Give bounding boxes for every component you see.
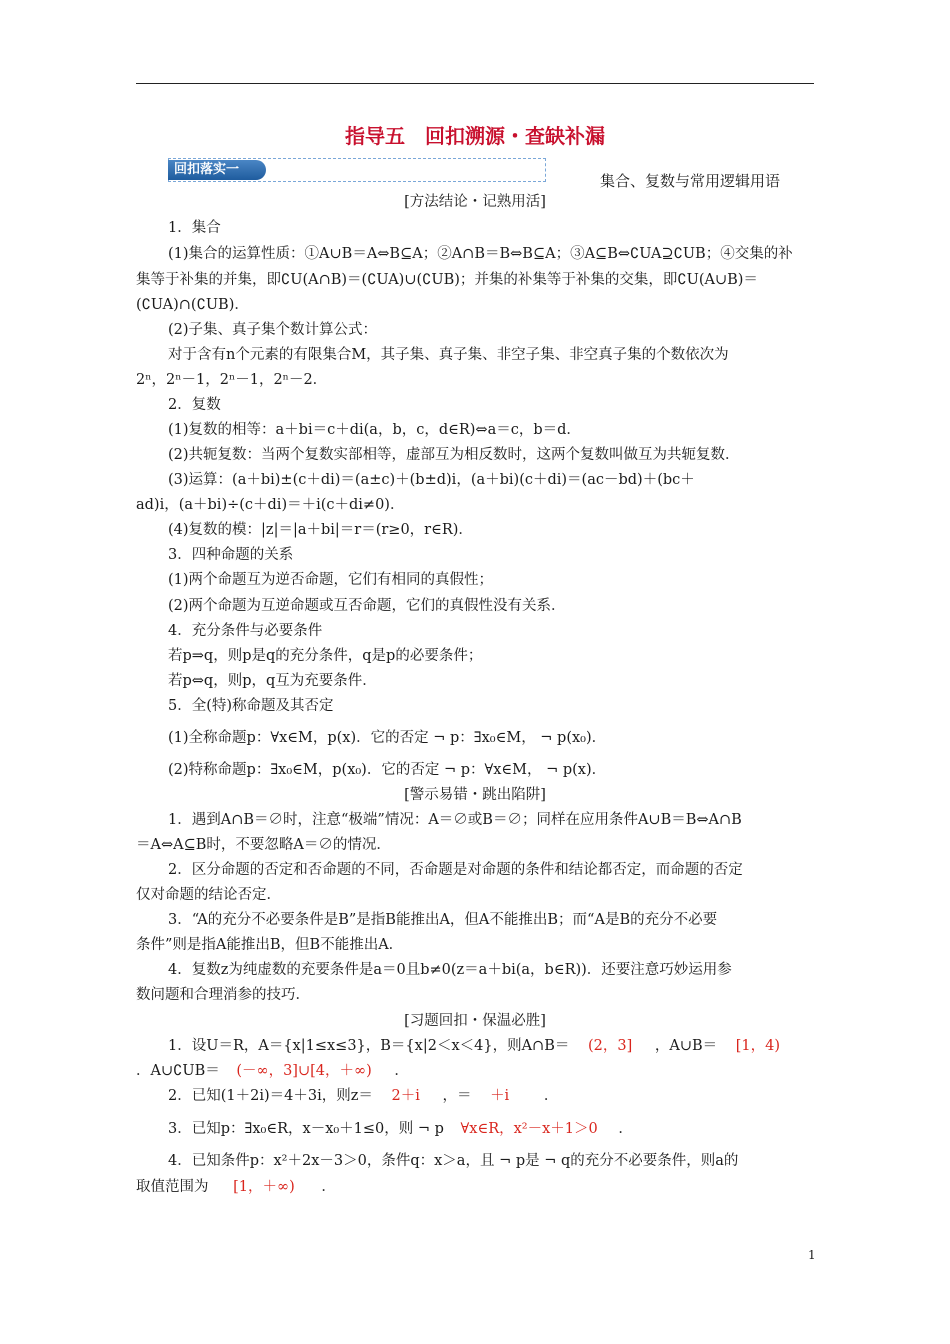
text-line: ＝A⇔A⊆B时，不要忽略A＝∅的情况． [136,837,391,853]
period: ． [543,1088,559,1104]
text-line: (1)全称命题p：∀x∈M，p(x)．它的否定 ¬ p：∃x₀∈M， ¬ p(x₀)． [168,730,607,746]
text-line: 2ⁿ，2ⁿ－1，2ⁿ－1，2ⁿ－2． [136,372,328,388]
subheading-methods: [方法结论・记熟用活] [404,194,546,210]
top-rule [136,83,814,84]
text-line: 4．复数z为纯虚数的充要条件是a＝0且b≠0(z＝a＋bi(a，b∈R))．还要注意巧妙运用参 [168,962,732,978]
exercise-text: 1．设U＝R，A＝{x|1≤x≤3}，B＝{x|2＜x＜4}，则A∩B＝ [168,1038,570,1054]
subheading-exercises: [习题回扣・保温必胜] [404,1013,546,1029]
text-line: 对于含有n个元素的有限集合M，其子集、真子集、非空子集、非空真子集的个数依次为 [168,347,729,363]
answer: [1，＋∞) [233,1179,295,1195]
answer: (－∞，3]∪[4，＋∞) [236,1063,372,1079]
text-line: 3．“A的充分不必要条件是B”是指B能推出A，但A不能推出B；而“A是B的充分不必要 [168,912,718,928]
answer: ＋i [490,1088,510,1104]
topic-heading: 集合、复数与常用逻辑用语 [600,172,781,190]
text-line: 1．遇到A∩B＝∅时，注意“极端”情况：A＝∅或B＝∅；同样在应用条件A∪B＝B⇔A∩B [168,812,742,828]
exercise-text: 取值范围为 [136,1179,209,1195]
text-line: (2)特称命题p：∃x₀∈M，p(x₀)．它的否定 ¬ p：∀x∈M， ¬ p(x)． [168,762,607,778]
text-line: 4．充分条件与必要条件 [168,623,323,639]
banner-label: 回扣落实一 [168,160,266,180]
answer: (2，3] [587,1038,633,1054]
page-title: 指导五 回扣溯源・查缺补漏 [345,124,605,148]
text-line: 2．复数 [168,397,221,413]
text-line: 2．区分命题的否定和否命题的不同，否命题是对命题的条件和结论都否定，而命题的否定 [168,862,743,878]
text-line: (3)运算：(a＋bi)±(c＋di)＝(a±c)＋(b±d)i，(a＋bi)(c＋di)＝(ac－bd)＋(bc＋ [168,472,695,488]
period: ． [321,1179,336,1195]
section-banner [168,158,546,182]
exercise-text: 3．已知p：∃x₀∈R，x－x₀＋1≤0，则 ¬ p [168,1121,444,1137]
text-line: (1)集合的运算性质：①A∪B＝A⇔B⊆A；②A∩B＝B⇔B⊆A；③A⊆B⇔∁UA⊇∁UB；④交集的补 [168,246,793,262]
answer: [1，4) [735,1038,780,1054]
exercise-4: 4．已知条件p：x²＋2x－3＞0，条件q：x＞a，且 ¬ p是 ¬ q的充分不必要条件，则a的 [168,1153,739,1169]
exercise-1 [168,1036,816,1056]
text-line: (∁UA)∩(∁UB)． [136,297,249,313]
text-line: 数问题和合理消参的技巧． [136,987,310,1003]
period: ． [618,1121,633,1137]
text-line: 条件”则是指A能推出B，但B不能推出A． [136,937,404,953]
exercise-3 [168,1119,816,1139]
text-line: ad)i，(a＋bi)÷(c＋di)＝＋i(c＋di≠0)． [136,497,405,513]
page-number: 1 [808,1248,816,1262]
text-line: 若p⇔q，则p，q互为充要条件． [168,673,377,689]
text-line: 仅对命题的结论否定． [136,887,281,903]
answer: 2＋i [391,1088,420,1104]
exercise-1-cont [136,1061,816,1081]
answer: ∀x∈R，x²－x＋1＞0 [460,1121,598,1137]
exercise-text: ．A∪∁UB＝ [136,1063,220,1079]
text-line: (2)两个命题为互逆命题或互否命题，它们的真假性没有关系． [168,598,566,614]
exercise-2 [168,1086,816,1106]
text-line: (2)子集、真子集个数计算公式： [168,322,378,338]
text-line: (1)两个命题互为逆否命题，它们有相同的真假性； [168,572,494,588]
text-line: (1)复数的相等：a＋bi＝c＋di(a，b，c，d∈R)⇔a＝c，b＝d． [168,422,581,438]
text-line: 集等于补集的并集，即∁U(A∩B)＝(∁UA)∪(∁UB)；并集的补集等于补集的交集，即∁U(A∪B)＝ [136,272,758,288]
exercise-text: 2．已知(1＋2i)＝4＋3i，则z＝ [168,1088,373,1104]
text-line: 1．集合 [168,220,221,236]
text-line: 3．四种命题的关系 [168,547,294,563]
text-line: 若p⇒q，则p是q的充分条件，q是p的必要条件； [168,648,483,664]
period: ． [394,1063,409,1079]
subheading-warnings: [警示易错・跳出陷阱] [404,787,546,803]
exercise-text: ，A∪B＝ [654,1038,718,1054]
text-line: 5．全(特)称命题及其否定 [168,698,334,714]
text-line: (4)复数的模：|z|＝|a＋bi|＝r＝(r≥0，r∈R)． [168,522,473,538]
text-line: (2)共轭复数：当两个复数实部相等，虚部互为相反数时，这两个复数叫做互为共轭复数． [168,447,740,463]
exercise-text: ，＝ [442,1088,472,1104]
exercise-4-cont [136,1177,816,1197]
